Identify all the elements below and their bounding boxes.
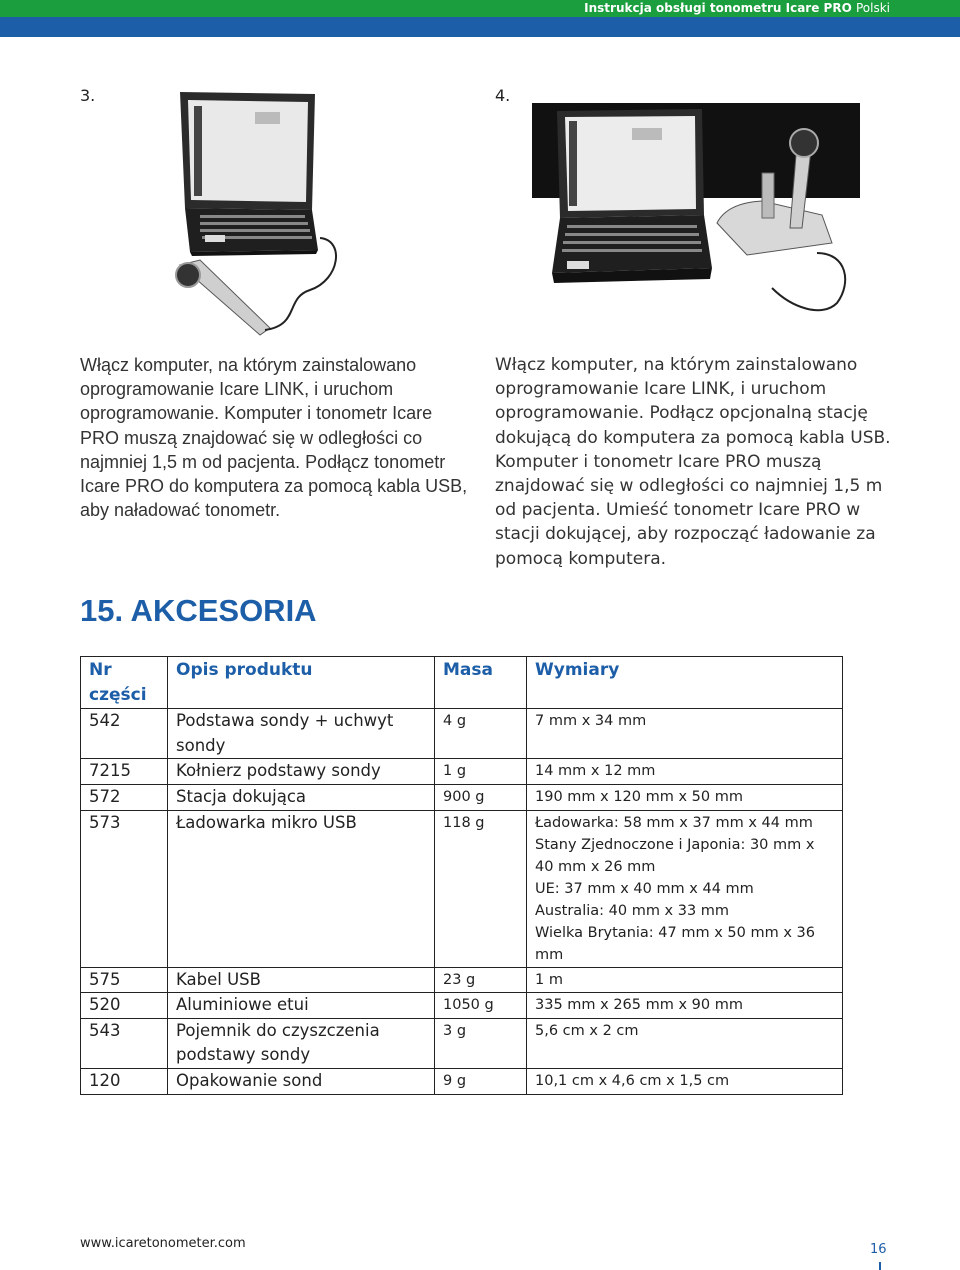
footer-website-link[interactable]: www.icaretonometer.com (80, 1236, 246, 1251)
product-mass: 900 g (435, 784, 527, 810)
step-4-number: 4. (495, 86, 511, 105)
product-mass: 3 g (435, 1018, 527, 1068)
product-description: Kabel USB (168, 967, 435, 993)
header-description: Opis produktu (168, 657, 435, 709)
part-number: 542 (81, 709, 168, 759)
step-3-text: Włącz komputer, na którym zainstalowano oprogramowanie Icare LINK, i uruchom oprogramowanie. Komputer i tonometr Icare PRO muszą znajdować się w odległości co najmniej 1,5 m od pacjenta. Podłącz tonometr Icare PRO do komputera za pomocą kabla USB, aby naładować tonometr. (80, 355, 468, 521)
page-marker-line (879, 1262, 881, 1270)
table-row (81, 810, 843, 967)
table-row (81, 709, 843, 759)
header-dimensions: Wymiary (527, 657, 843, 709)
header-part-number: Nr części (81, 657, 168, 709)
document-title (584, 0, 890, 17)
product-mass: 9 g (435, 1068, 527, 1094)
table-row (81, 1018, 843, 1068)
product-mass: 118 g (435, 810, 527, 967)
step-4-text: Włącz komputer, na którym zainstalowano oprogramowanie Icare LINK, i uruchom oprogramowanie. Podłącz opcjonalną stację dokującą do komputera za pomocą kabla USB. Komputer i tonometr Icare PRO muszą znajdować się w odległości co najmniej 1,5 m od pacjenta. Umieść tonometr Icare PRO w stacji dokującej, aby rozpocząć ładowanie za pomocą komputera. (495, 355, 891, 569)
product-dimensions: 10,1 cm x 4,6 cm x 1,5 cm (527, 1068, 843, 1094)
product-mass: 1050 g (435, 993, 527, 1019)
header-mass: Masa (435, 657, 527, 709)
product-description: Ładowarka mikro USB (168, 810, 435, 967)
table-row (81, 784, 843, 810)
table-row (81, 993, 843, 1019)
product-description: Kołnierz podstawy sondy (168, 759, 435, 785)
part-number: 7215 (81, 759, 168, 785)
table-row (81, 967, 843, 993)
product-description: Stacja dokująca (168, 784, 435, 810)
product-description: Aluminiowe etui (168, 993, 435, 1019)
part-number: 520 (81, 993, 168, 1019)
part-number: 575 (81, 967, 168, 993)
table-row (81, 1068, 843, 1094)
product-description: Pojemnik do czyszczenia podstawy sondy (168, 1018, 435, 1068)
part-number: 120 (81, 1068, 168, 1094)
product-dimensions: 1 m (527, 967, 843, 993)
step-3-number: 3. (80, 86, 96, 105)
table-row (81, 759, 843, 785)
product-mass: 23 g (435, 967, 527, 993)
header-band (0, 17, 960, 37)
section-title: 15. AKCESORIA (80, 593, 317, 628)
laptop-with-tonometer-photo (160, 90, 350, 340)
product-dimensions: 190 mm x 120 mm x 50 mm (527, 784, 843, 810)
product-dimensions: 14 mm x 12 mm (527, 759, 843, 785)
manual-title: Instrukcja obsługi tonometru Icare PRO (584, 1, 852, 15)
part-number: 543 (81, 1018, 168, 1068)
table-header-row (81, 657, 843, 709)
product-description: Podstawa sondy + uchwyt sondy (168, 709, 435, 759)
page-number: 16 (870, 1242, 887, 1257)
product-dimensions: 5,6 cm x 2 cm (527, 1018, 843, 1068)
header-bar (0, 0, 960, 17)
part-number: 572 (81, 784, 168, 810)
laptop-with-docking-station-photo (532, 103, 860, 323)
product-mass: 4 g (435, 709, 527, 759)
product-dimensions: 335 mm x 265 mm x 90 mm (527, 993, 843, 1019)
product-dimensions: Ładowarka: 58 mm x 37 mm x 44 mm Stany Zjednoczone i Japonia: 30 mm x 40 mm x 26 mm UE: 37 mm x 40 mm x 44 mm Australia: 40 mm x 33 mm Wielka Brytania: 47 mm x 50 mm x 36 mm (527, 810, 843, 967)
product-mass: 1 g (435, 759, 527, 785)
language-label: Polski (855, 1, 890, 15)
product-dimensions: 7 mm x 34 mm (527, 709, 843, 759)
part-number: 573 (81, 810, 168, 967)
accessories-table (80, 656, 843, 1095)
product-description: Opakowanie sond (168, 1068, 435, 1094)
